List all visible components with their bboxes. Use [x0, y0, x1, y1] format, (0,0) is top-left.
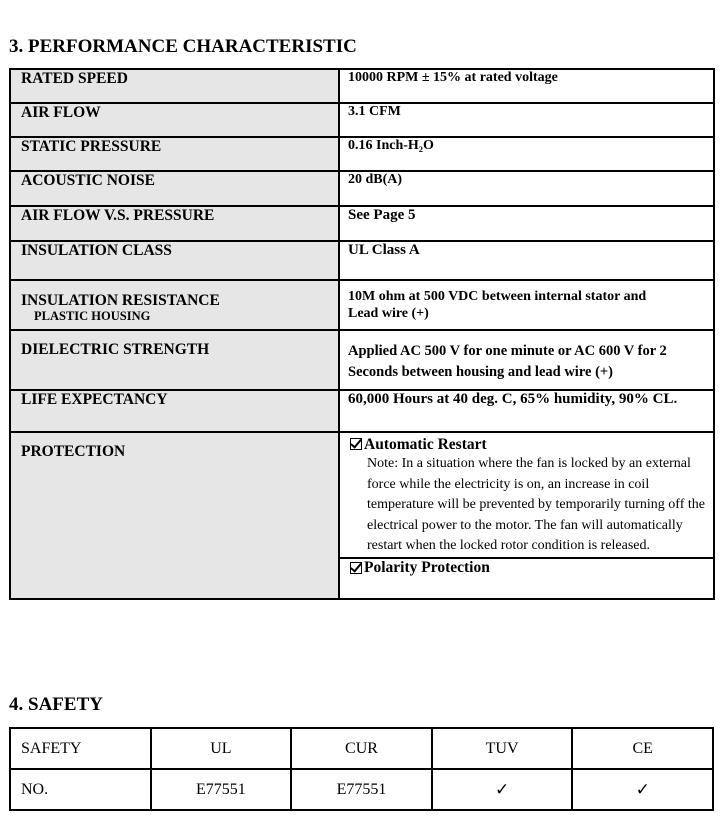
header-cell: CE: [572, 728, 713, 769]
section-3-title: 3. PERFORMANCE CHARACTERISTIC: [9, 36, 357, 57]
row-value: See Page 5: [339, 206, 714, 241]
row-label: ACOUSTIC NOISE: [10, 171, 339, 206]
row-label: AIR FLOW V.S. PRESSURE: [10, 206, 339, 241]
section-4-title: 4. SAFETY: [9, 694, 103, 715]
row-value: 10000 RPM ± 15% at rated voltage: [339, 69, 714, 103]
row-value: 10M ohm at 500 VDC between internal stator and Lead wire (+): [339, 280, 714, 330]
row-value: 60,000 Hours at 40 deg. C, 65% humidity, 90% CL.: [339, 390, 714, 432]
row-label: PROTECTION: [10, 432, 339, 599]
table-header-row: [10, 728, 713, 769]
table-row: [10, 330, 714, 390]
row-label: DIELECTRIC STRENGTH: [10, 330, 339, 390]
table-row: [10, 137, 714, 171]
table-row: [10, 241, 714, 280]
header-cell: UL: [151, 728, 292, 769]
row-value: 3.1 CFM: [339, 103, 714, 137]
row-label: INSULATION RESISTANCE PLASTIC HOUSING: [10, 280, 339, 330]
safety-table: [9, 727, 714, 811]
protection-note: Note: In a situation where the fan is locked by an external force while the electricity is on, an increase in coil temperature will be prevented by temporarily turning off the electrical power to the motor. The fan will automatically restart when the locked rotor condition is released.: [367, 456, 705, 553]
protection-auto-restart: Automatic Restart Note: In a situation where the fan is locked by an external force while the electricity is on, an increase in coil temperature will be prevented by temporarily turning off the electrical power to the motor. The fan will automatically restart when the locked rotor condition is released.: [339, 432, 714, 558]
row-value: Applied AC 500 V for one minute or AC 600 V for 2 Seconds between housing and lead wire (+): [339, 330, 714, 390]
cell: E77551: [151, 769, 292, 810]
table-row: [10, 103, 714, 137]
header-cell: TUV: [432, 728, 573, 769]
header-cell: SAFETY: [10, 728, 151, 769]
row-label: STATIC PRESSURE: [10, 137, 339, 171]
checkbox-checked-icon: [350, 438, 362, 450]
row-label: AIR FLOW: [10, 103, 339, 137]
protection-polarity: Polarity Protection: [339, 558, 714, 599]
row-value: UL Class A: [339, 241, 714, 280]
table-row: [10, 206, 714, 241]
cell: NO.: [10, 769, 151, 810]
row-value: 20 dB(A): [339, 171, 714, 206]
row-label: INSULATION CLASS: [10, 241, 339, 280]
row-value: 0.16 Inch-H₂O: [339, 137, 714, 171]
table-row: [10, 390, 714, 432]
header-cell: CUR: [291, 728, 432, 769]
row-label: RATED SPEED: [10, 69, 339, 103]
checkbox-checked-icon: [350, 562, 362, 574]
table-row: [10, 69, 714, 103]
table-row: [10, 280, 714, 330]
row-label: LIFE EXPECTANCY: [10, 390, 339, 432]
table-row: [10, 171, 714, 206]
cell: E77551: [291, 769, 432, 810]
row-sublabel: PLASTIC HOUSING: [34, 309, 151, 323]
check-icon: ✓: [572, 769, 713, 810]
table-row: [10, 432, 714, 558]
performance-table: [9, 68, 715, 600]
table-row: [10, 769, 713, 810]
check-icon: ✓: [432, 769, 573, 810]
